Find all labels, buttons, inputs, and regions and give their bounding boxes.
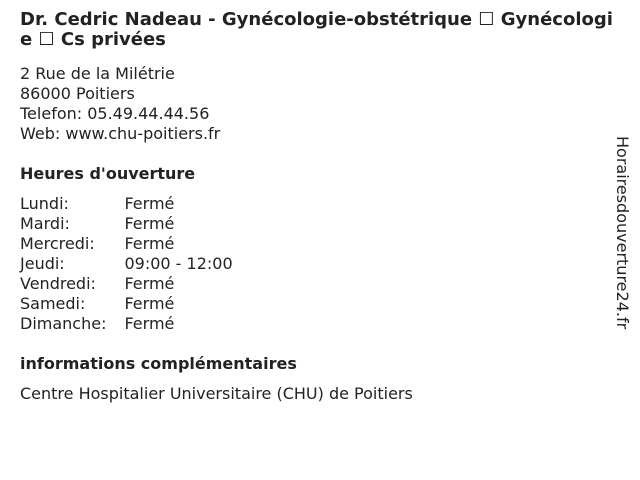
day-label: Vendredi: <box>20 274 96 293</box>
day-hours: Fermé <box>124 314 175 333</box>
address-street: 2 Rue de la Milétrie <box>20 64 175 83</box>
day-hours: Fermé <box>124 274 175 293</box>
side-brand-watermark <box>610 136 634 344</box>
hours-row-lundi <box>20 194 233 214</box>
side-brand-text: Horairesdouverture24.fr <box>613 136 632 330</box>
day-label: Dimanche: <box>20 314 107 333</box>
hours-row-samedi <box>20 294 233 314</box>
opening-hours-table <box>20 194 233 334</box>
phone-number: Telefon: 05.49.44.44.56 <box>20 104 210 123</box>
additional-info-heading: informations complémentaires <box>20 354 297 373</box>
address-block <box>20 64 220 144</box>
address-city: 86000 Poitiers <box>20 84 135 103</box>
page-title: Dr. Cedric Nadeau - Gynécologie-obstétrique ☐ Gynécologie ☐ Cs privées <box>20 9 613 50</box>
day-hours: Fermé <box>124 194 175 213</box>
day-label: Jeudi: <box>20 254 65 273</box>
hours-row-mercredi <box>20 234 233 254</box>
day-hours: Fermé <box>124 234 175 253</box>
day-hours: Fermé <box>124 294 175 313</box>
opening-hours-heading: Heures d'ouverture <box>20 164 196 183</box>
additional-info-text: Centre Hospitalier Universitaire (CHU) de Poitiers <box>20 384 413 403</box>
day-label: Samedi: <box>20 294 86 313</box>
day-label: Mardi: <box>20 214 70 233</box>
website-link[interactable]: Web: www.chu-poitiers.fr <box>20 124 221 143</box>
hours-row-vendredi <box>20 274 233 294</box>
hours-row-dimanche <box>20 314 233 334</box>
day-label: Lundi: <box>20 194 69 213</box>
hours-row-jeudi <box>20 254 233 274</box>
day-label: Mercredi: <box>20 234 95 253</box>
hours-row-mardi <box>20 214 233 234</box>
day-hours: 09:00 - 12:00 <box>124 254 233 273</box>
day-hours: Fermé <box>124 214 175 233</box>
